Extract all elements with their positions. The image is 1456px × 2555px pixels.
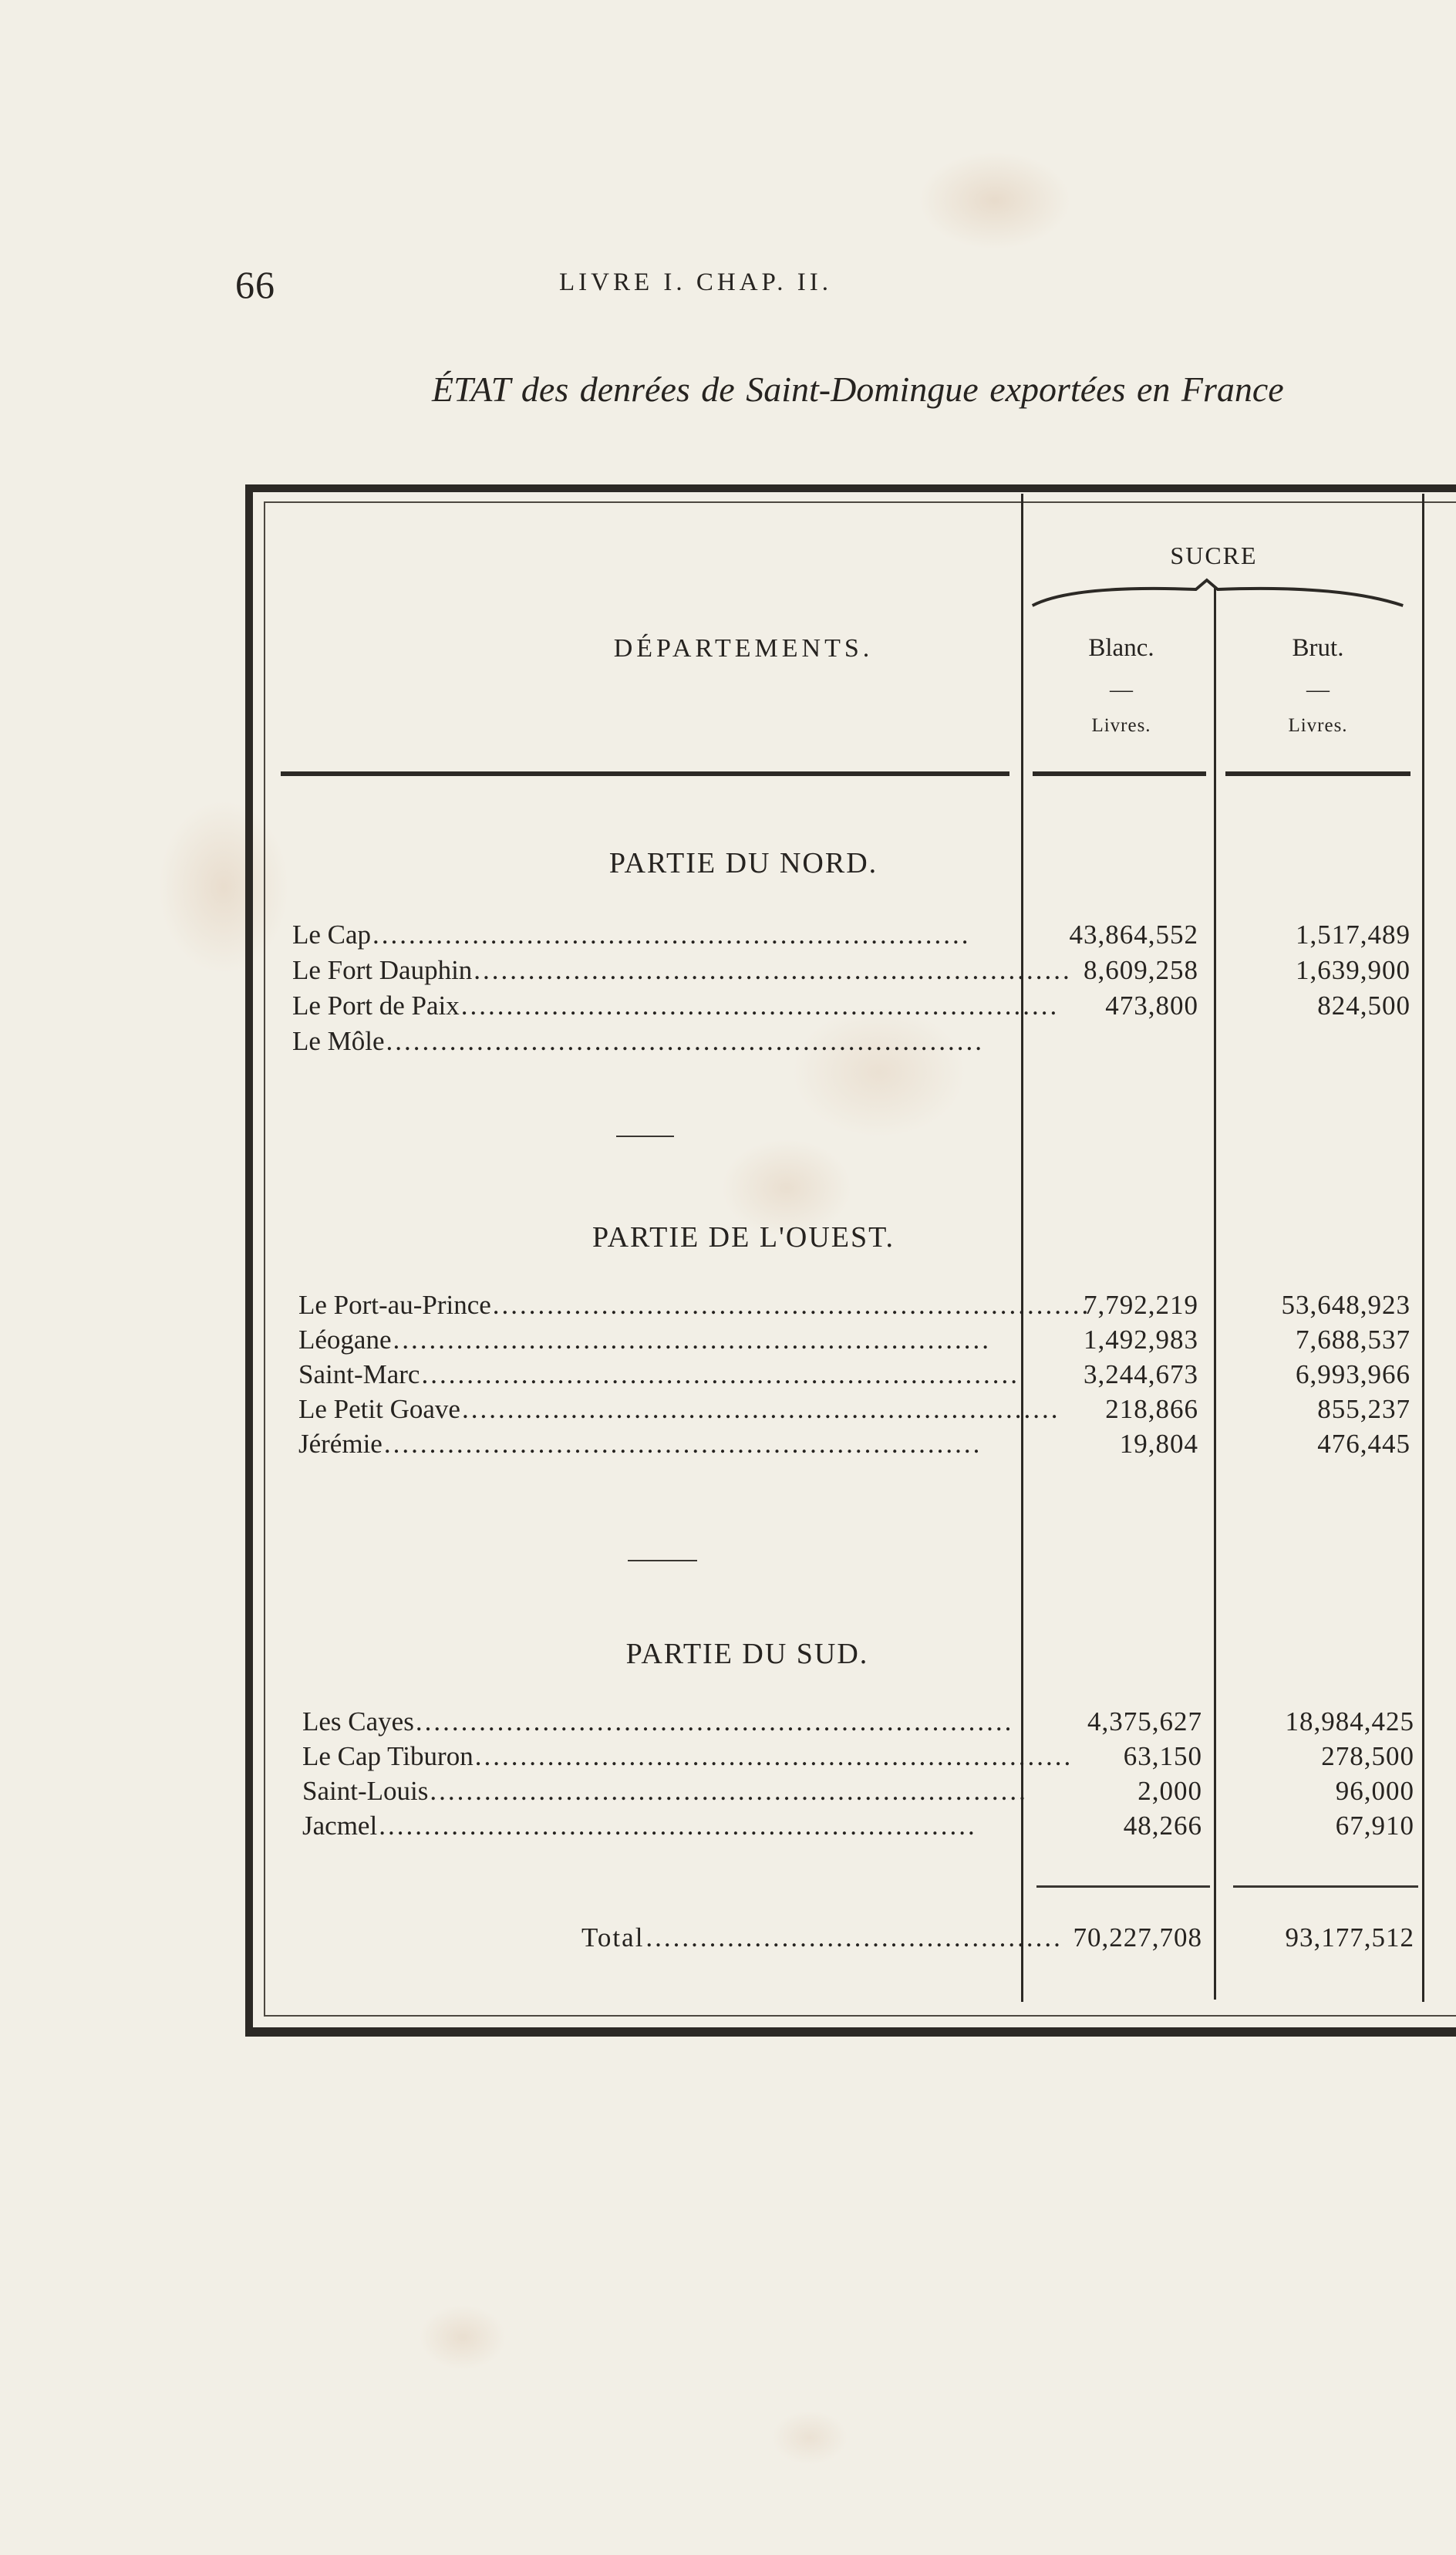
row-name: Le Port de Paix	[292, 991, 460, 1021]
value-blanc: 2,000	[1138, 1776, 1202, 1806]
table-frame	[245, 484, 1456, 2037]
value-blanc: 8,609,258	[1084, 955, 1198, 985]
table-row	[265, 1811, 1422, 1845]
dot-leader: ..................................................................	[393, 1325, 991, 1355]
value-brut: 53,648,923	[1281, 1290, 1410, 1320]
value-blanc: 48,266	[1123, 1811, 1202, 1841]
dot-leader: ..................................................................	[461, 1394, 1060, 1424]
col-header-blanc: Blanc.	[1088, 634, 1154, 662]
total-label: Total	[581, 1922, 645, 1953]
table-row	[265, 1325, 1422, 1359]
table-row	[265, 991, 1422, 1024]
value-blanc: 43,864,552	[1069, 920, 1198, 950]
value-blanc: 3,244,673	[1084, 1359, 1198, 1389]
section-separator	[628, 1560, 697, 1561]
header-rule-blanc	[1033, 771, 1206, 776]
table-row	[265, 1429, 1422, 1463]
table-caption: ÉTAT des denrées de Saint-Domingue exportées en France	[432, 370, 1284, 409]
dot-leader: ..................................................................	[474, 1741, 1073, 1771]
total-blanc: 70,227,708	[1073, 1922, 1202, 1953]
row-name: Le Petit Goave	[298, 1394, 460, 1424]
value-brut: 278,500	[1321, 1741, 1414, 1771]
dot-leader: ..................................................................	[379, 1811, 977, 1841]
section-separator	[616, 1136, 674, 1137]
dot-leader: ..................................................................	[386, 1026, 985, 1056]
dot-leader: ..................................................................	[474, 955, 1072, 985]
value-brut: 824,500	[1317, 991, 1410, 1021]
value-brut: 1,639,900	[1296, 955, 1410, 985]
row-name: Jacmel	[302, 1811, 378, 1841]
dot-leader: ..................................................................	[460, 991, 1060, 1021]
table-inner-border	[264, 501, 1456, 2017]
value-brut: 6,993,966	[1296, 1359, 1410, 1389]
row-name: Les Cayes	[302, 1706, 414, 1737]
section-title-nord: PARTIE DU NORD.	[608, 847, 878, 879]
col-header-brut: Brut.	[1292, 634, 1344, 662]
value-brut: 1,517,489	[1296, 920, 1410, 950]
dot-leader: ..................................................................	[383, 1429, 982, 1459]
dot-leader: ..................................................................	[421, 1359, 1020, 1389]
dot-leader: ..................................................................	[492, 1290, 1091, 1320]
value-blanc: 1,492,983	[1084, 1325, 1198, 1355]
total-rule-brut	[1233, 1885, 1418, 1888]
value-blanc: 4,375,627	[1087, 1706, 1202, 1737]
total-rule-blanc	[1036, 1885, 1210, 1888]
value-blanc: 218,866	[1105, 1394, 1198, 1424]
table-row	[265, 1776, 1422, 1810]
section-title-ouest: PARTIE DE L'OUEST.	[592, 1221, 895, 1254]
col-dash-brut: —	[1306, 677, 1330, 702]
row-name: Le Môle	[292, 1026, 385, 1056]
row-name: Léogane	[298, 1325, 392, 1355]
row-name: Le Fort Dauphin	[292, 955, 473, 985]
row-name: Le Port-au-Prince	[298, 1290, 491, 1320]
running-head: LIVRE I. CHAP. II.	[559, 268, 832, 296]
dot-leader: ..................................................................	[430, 1776, 1028, 1806]
col-dash-blanc: —	[1110, 677, 1133, 702]
table-row	[265, 1026, 1422, 1060]
departments-header: DÉPARTEMENTS.	[613, 634, 874, 663]
value-brut: 67,910	[1335, 1811, 1414, 1841]
sucre-group-header: SUCRE	[1170, 542, 1258, 569]
row-name: Le Cap	[292, 920, 372, 950]
col-unit-blanc: Livres.	[1091, 715, 1151, 736]
value-brut: 18,984,425	[1285, 1706, 1414, 1737]
dot-leader: ..................................................................	[372, 920, 971, 950]
table-row	[265, 955, 1422, 989]
row-name: Le Cap Tiburon	[302, 1741, 474, 1771]
value-brut: 96,000	[1335, 1776, 1414, 1806]
value-blanc: 19,804	[1119, 1429, 1198, 1459]
table-row	[265, 920, 1422, 953]
table-row	[265, 1706, 1422, 1740]
header-rule-brut	[1225, 771, 1410, 776]
dot-leader: ..............................................	[645, 1922, 1063, 1953]
section-title-sud: PARTIE DU SUD.	[625, 1638, 869, 1670]
table-row	[265, 1394, 1422, 1428]
row-name: Jérémie	[298, 1429, 383, 1459]
table-row	[265, 1359, 1422, 1393]
table-row	[265, 1290, 1422, 1324]
sucre-brace	[1029, 579, 1407, 609]
total-row	[265, 1922, 1422, 1956]
column-divider-3	[1422, 494, 1424, 2002]
col-unit-brut: Livres.	[1288, 715, 1348, 736]
total-brut: 93,177,512	[1285, 1922, 1414, 1953]
row-name: Saint-Marc	[298, 1359, 420, 1389]
value-blanc: 473,800	[1105, 991, 1198, 1021]
row-name: Saint-Louis	[302, 1776, 429, 1806]
value-blanc: 63,150	[1123, 1741, 1202, 1771]
dot-leader: ..................................................................	[415, 1706, 1014, 1737]
value-brut: 476,445	[1317, 1429, 1410, 1459]
value-brut: 855,237	[1317, 1394, 1410, 1424]
table-row	[265, 1741, 1422, 1775]
page-number: 66	[235, 263, 275, 306]
value-brut: 7,688,537	[1296, 1325, 1410, 1355]
header-rule-departments	[281, 771, 1009, 776]
value-blanc: 7,792,219	[1084, 1290, 1198, 1320]
